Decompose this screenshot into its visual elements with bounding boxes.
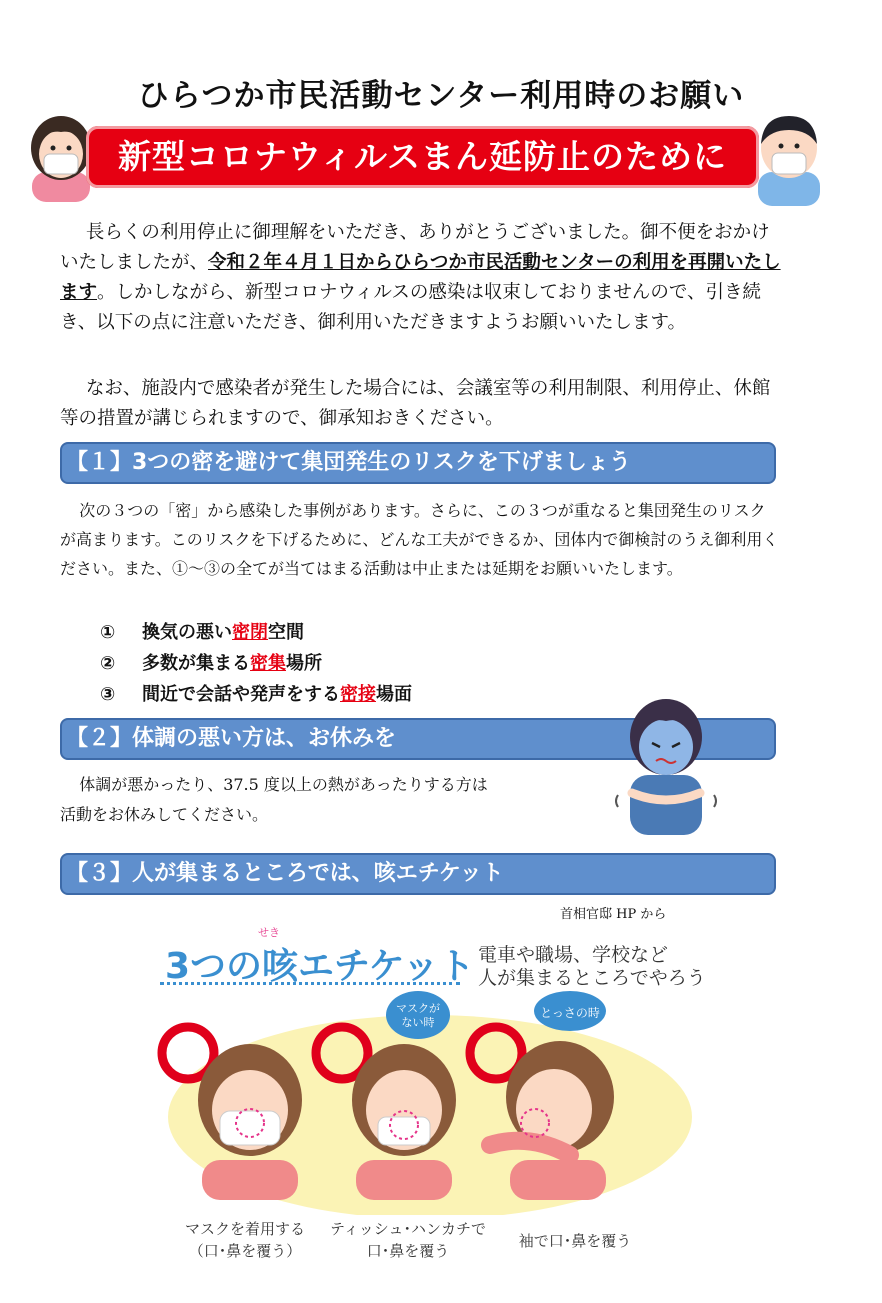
caption-mask: マスクを着用する （口･鼻を覆う）: [184, 1220, 305, 1260]
list-item-close-contact: ③ 間近で会話や発声をする密接場面: [100, 684, 412, 705]
etiquette-title: 3つの咳エチケット: [165, 946, 475, 987]
reopen-notice: 令和２年４月１日からひらつか市民活動センターの利用を再開いたします: [60, 252, 781, 303]
intro-text-1: 長らくの利用停止に御理解をいただき、ありがとうございました。御不便をおかけいたしましたが、: [60, 222, 770, 273]
source-note: 首相官邸 HP から: [560, 907, 667, 922]
intro-paragraph: [60, 218, 788, 338]
list-item-closed-spaces: ① 換気の悪い密閉空間: [100, 622, 304, 643]
bubble-sudden: とっさの時: [540, 1006, 600, 1020]
section1-body: 次の３つの「密」から感染した事例があります。さらに、この３つが重なると集団発生のリスクが高まります。このリスクを下げるために、どんな工夫ができるか、団体内で御検討のうえ御利用ください。また、①～③の全てが当てはまる活動は中止または延期をお願いいたします。: [60, 501, 779, 578]
section2-body-line1: 体調が悪かったり、37.5 度以上の熱があったりする方は: [79, 775, 488, 794]
etiquette-subtitle-2: 人が集まるところでやろう: [478, 967, 706, 989]
intro-paragraph-2: なお、施設内で感染者が発生した場合には、会議室等の利用制限、利用停止、休館等の措置が講じられますので、御承知おきください。: [60, 378, 771, 429]
caption-tissue: ティッシュ･ハンカチで 口･鼻を覆う: [329, 1220, 486, 1260]
sick-person-illustration: [612, 695, 720, 835]
title-ruby: せき: [258, 926, 280, 939]
masked-boy-illustration: [748, 108, 830, 206]
page-title: ひらつか市民活動センター利用時のお願い: [137, 78, 745, 114]
etiquette-subtitle-1: 電車や職場、学校など: [478, 944, 669, 966]
bubble-no-mask: マスクが ない時: [396, 1002, 440, 1029]
section1-heading: 【１】3つの密を避けて集団発生のリスクを下げましょう: [66, 450, 631, 475]
section2-body-line2: 活動をお休みしてください。: [60, 805, 269, 824]
section2-heading: 【２】体調の悪い方は、お休みを: [66, 726, 397, 751]
intro-text-2: 。しかしながら、新型コロナウィルスの感染は収束しておりませんので、引き続き、以下の点に注意いただき、御利用いただきますようお願いいたします。: [60, 282, 761, 333]
caption-sleeve: 袖で口･鼻を覆う: [518, 1232, 632, 1250]
list-item-crowded-places: ② 多数が集まる密集場所: [100, 653, 322, 674]
banner-title: 新型コロナウィルスまん延防止のために: [117, 137, 728, 176]
section3-heading: 【３】人が集まるところでは、咳エチケット: [66, 861, 504, 886]
